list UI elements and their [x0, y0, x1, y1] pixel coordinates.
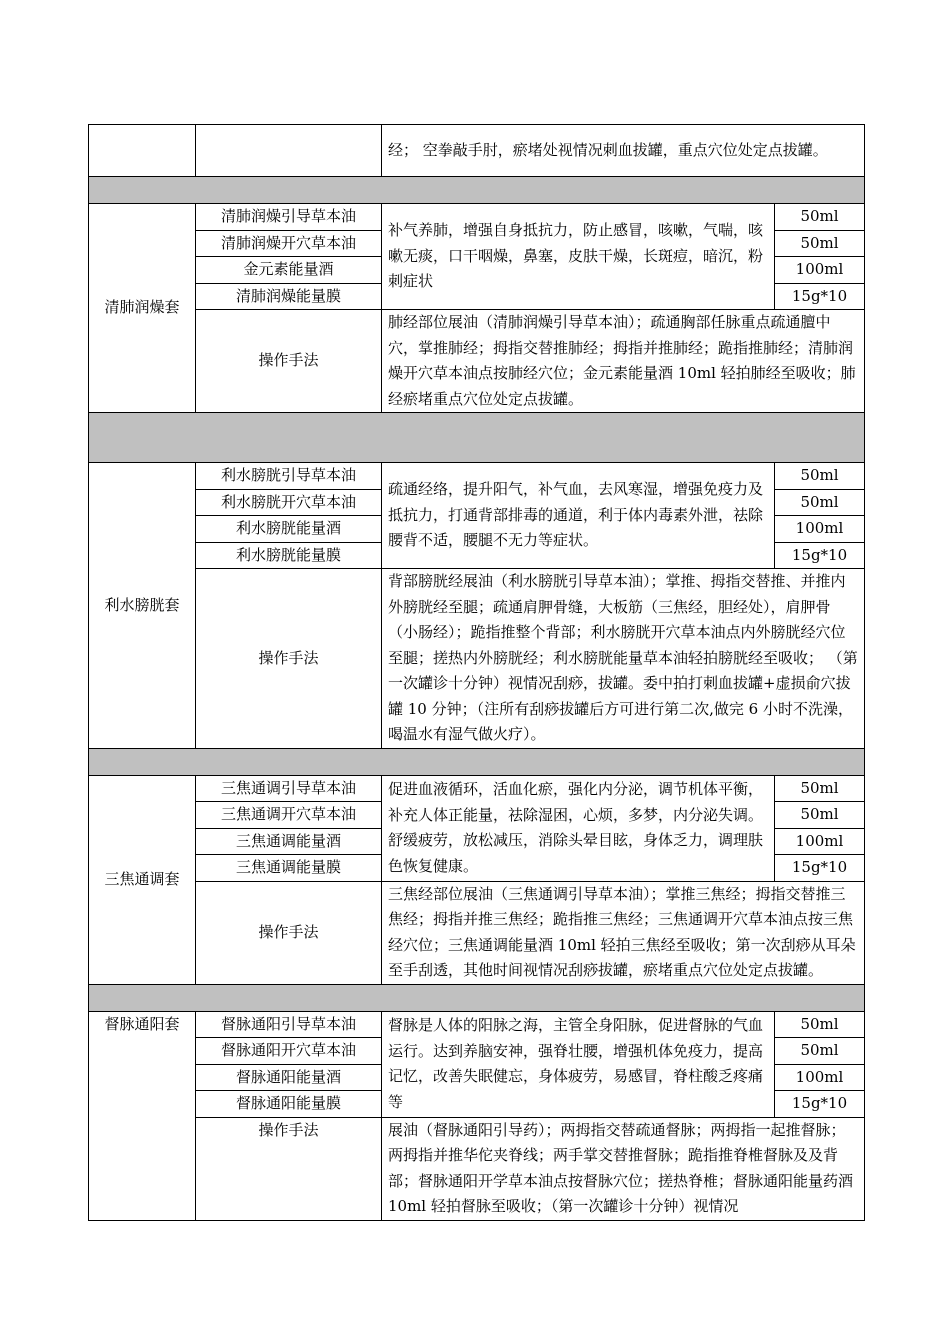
- method-label: 操作手法: [196, 569, 382, 749]
- item-qty: 50ml: [775, 230, 865, 257]
- separator-row: [89, 177, 865, 204]
- set-name: 三焦通调套: [89, 775, 196, 984]
- method-label: 操作手法: [196, 1117, 382, 1220]
- item-qty: 50ml: [775, 489, 865, 516]
- method-label: 操作手法: [196, 881, 382, 984]
- blank-cell: [89, 125, 196, 177]
- set-effect: 督脉是人体的阳脉之海，主管全身阳脉，促进督脉的气血运行。达到养脑安神，强脊壮腰，增强机体免疫力，提高记忆，改善失眠健忘，身体疲劳，易感冒，脊柱酸乏疼痛等: [382, 1011, 775, 1117]
- continuation-text: 经； 空拳敲手肘，瘀堵处视情况刺血拔罐，重点穴位处定点拔罐。: [382, 125, 865, 177]
- set-effect: 促进血液循环，活血化瘀，强化内分泌，调节机体平衡，补充人体正能量，祛除湿困，心烦，多梦，内分泌失调。舒缓疲劳，放松减压，消除头晕目眩，身体乏力，调理肤色恢复健康。: [382, 775, 775, 881]
- item-name: 利水膀胱能量酒: [196, 516, 382, 543]
- method-label: 操作手法: [196, 310, 382, 413]
- item-qty: 50ml: [775, 775, 865, 802]
- item-qty: 15g*10: [775, 283, 865, 310]
- item-name: 三焦通调开穴草本油: [196, 802, 382, 829]
- method-row: [89, 310, 865, 413]
- item-name: 督脉通阳能量膜: [196, 1091, 382, 1118]
- separator-row: [89, 413, 865, 463]
- item-name: 三焦通调能量膜: [196, 855, 382, 882]
- set-item-row: [89, 463, 865, 490]
- product-table: [88, 124, 865, 1221]
- item-name: 利水膀胱能量膜: [196, 542, 382, 569]
- method-text: 背部膀胱经展油（利水膀胱引导草本油）；掌推、拇指交替推、并推内外膀胱经至腿；疏通肩胛骨缝，大板筋（三焦经，胆经处），肩胛骨（小肠经）；跪指推整个背部；利水膀胱开穴草本油点内外膀胱经穴位至腿；搓热内外膀胱经；利水膀胱能量草本油轻拍膀胱经至吸收； （第一次罐诊十分钟）视情况刮痧，拔罐。委中拍打刺血拔罐+虚损俞穴拔罐 10 分钟；（注所有刮痧拔罐后方可进行第二次,做完 6 小时不洗澡，喝温水有湿气做火疗）。: [382, 569, 865, 749]
- set-item-row: [89, 1011, 865, 1038]
- set-effect: 补气养肺，增强自身抵抗力，防止感冒，咳嗽，气喘，咳嗽无痰，口干咽燥，鼻塞，皮肤干燥，长斑痘，暗沉，粉刺症状: [382, 204, 775, 310]
- item-qty: 15g*10: [775, 855, 865, 882]
- item-qty: 15g*10: [775, 542, 865, 569]
- set-item-row: [89, 204, 865, 231]
- item-qty: 50ml: [775, 1011, 865, 1038]
- separator-row: [89, 748, 865, 775]
- item-qty: 100ml: [775, 516, 865, 543]
- method-text: 展油（督脉通阳引导药）；两拇指交替疏通督脉；两拇指一起推督脉；两拇指并推华佗夹脊线；两手掌交替推督脉；跪指推脊椎督脉及及背部；督脉通阳开学草本油点按督脉穴位；搓热脊椎；督脉通阳能量药酒 10ml 轻拍督脉至吸收；（第一次罐诊十分钟）视情况: [382, 1117, 865, 1220]
- item-name: 督脉通阳开穴草本油: [196, 1038, 382, 1065]
- item-name: 利水膀胱引导草本油: [196, 463, 382, 490]
- item-qty: 50ml: [775, 463, 865, 490]
- item-qty: 100ml: [775, 257, 865, 284]
- set-item-row: [89, 775, 865, 802]
- item-name: 清肺润燥能量膜: [196, 283, 382, 310]
- item-qty: 15g*10: [775, 1091, 865, 1118]
- item-qty: 50ml: [775, 802, 865, 829]
- item-name: 清肺润燥开穴草本油: [196, 230, 382, 257]
- method-text: 三焦经部位展油（三焦通调引导草本油）；掌推三焦经；拇指交替推三焦经；拇指并推三焦经；跪指推三焦经；三焦通调开穴草本油点按三焦经穴位；三焦通调能量酒 10ml 轻拍三焦经至吸收；第一次刮痧从耳朵至手刮透，其他时间视情况刮痧拔罐，瘀堵重点穴位处定点拔罐。: [382, 881, 865, 984]
- separator-row: [89, 984, 865, 1011]
- item-qty: 100ml: [775, 1064, 865, 1091]
- set-effect: 疏通经络，提升阳气，补气血，去风寒湿，增强免疫力及抵抗力，打通背部排毒的通道，利于体内毒素外泄，祛除腰背不适，腰腿不无力等症状。: [382, 463, 775, 569]
- item-name: 利水膀胱开穴草本油: [196, 489, 382, 516]
- blank-cell: [196, 125, 382, 177]
- set-name: 督脉通阳套: [89, 1011, 196, 1220]
- method-row: [89, 1117, 865, 1220]
- item-name: 金元素能量酒: [196, 257, 382, 284]
- item-qty: 50ml: [775, 1038, 865, 1065]
- item-name: 督脉通阳引导草本油: [196, 1011, 382, 1038]
- set-name: 利水膀胱套: [89, 463, 196, 749]
- continuation-row: [89, 125, 865, 177]
- method-text: 肺经部位展油（清肺润燥引导草本油）；疏通胸部任脉重点疏通膻中穴，掌推肺经；拇指交替推肺经；拇指并推肺经；跪指推肺经；清肺润燥开穴草本油点按肺经穴位；金元素能量酒 10ml 轻拍肺经至吸收；肺经瘀堵重点穴位处定点拔罐。: [382, 310, 865, 413]
- method-row: [89, 569, 865, 749]
- item-name: 清肺润燥引导草本油: [196, 204, 382, 231]
- item-name: 三焦通调能量酒: [196, 828, 382, 855]
- item-qty: 100ml: [775, 828, 865, 855]
- method-row: [89, 881, 865, 984]
- set-name: 清肺润燥套: [89, 204, 196, 413]
- item-name: 督脉通阳能量酒: [196, 1064, 382, 1091]
- item-name: 三焦通调引导草本油: [196, 775, 382, 802]
- item-qty: 50ml: [775, 204, 865, 231]
